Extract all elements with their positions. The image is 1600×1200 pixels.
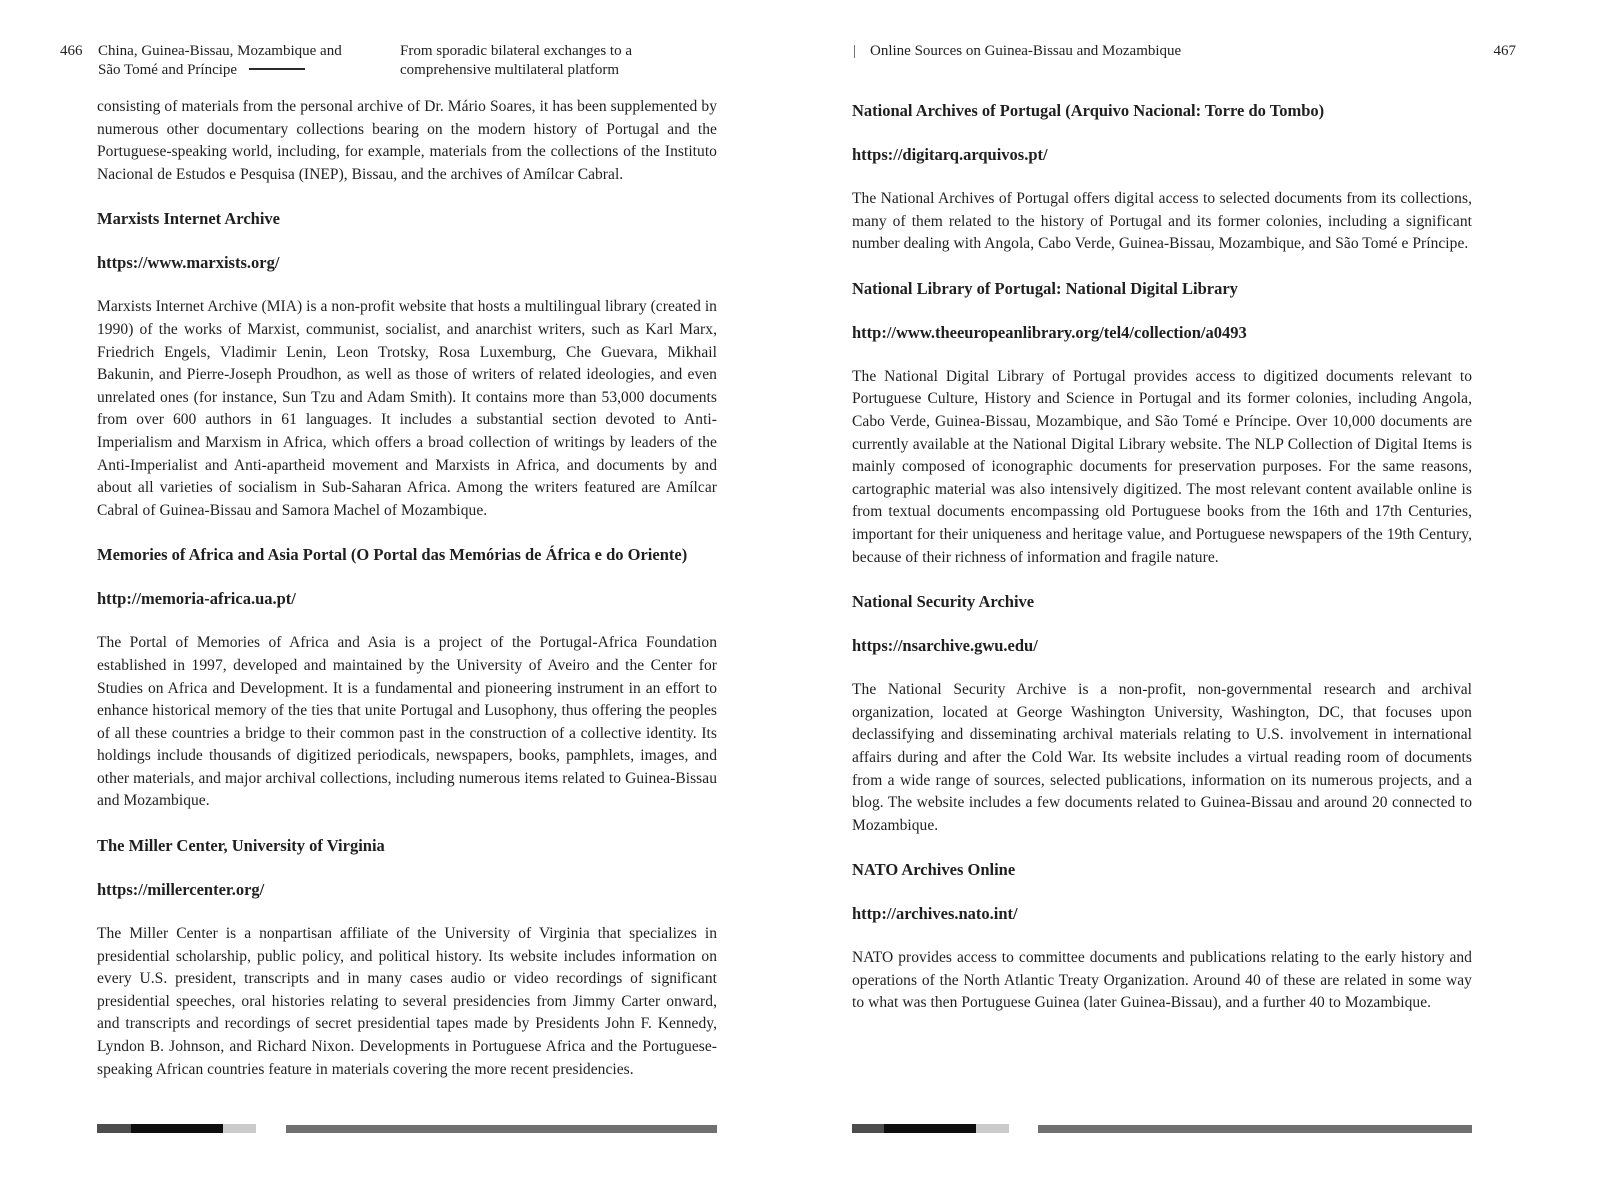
left-running-title-line2-row [98, 61, 342, 80]
section-url-national-library: http://www.theeuropeanlibrary.org/tel4/collection/a0493 [852, 322, 1247, 342]
section-heading-national-security-archive: National Security Archive [852, 592, 1035, 612]
right-footer-bars [852, 1124, 1472, 1133]
section-url-nato-archives: http://archives.nato.int/ [852, 904, 1018, 924]
right-footer-bar-short [852, 1124, 1009, 1133]
section-url-miller-center: https://millercenter.org/ [97, 880, 265, 900]
section-url-marxists: https://www.marxists.org/ [97, 253, 280, 273]
section-url-national-archives: https://digitarq.arquivos.pt/ [852, 145, 1048, 164]
running-title-separator: | [853, 43, 857, 59]
footer-bar-segment-dark [852, 1124, 884, 1133]
left-page-number: 466 [60, 43, 83, 59]
section-heading-memories: Memories of Africa and Asia Portal (O Portal das Memórias de África e do Oriente) [97, 545, 688, 565]
paragraph-marxists: Marxists Internet Archive (MIA) is a non-profit website that hosts a multilingual library (created in 1990) of the works of Marxist, communist, socialist, and anarchist writers, such as Karl Marx, Friedrich Engels, Vladimir Lenin, Leon Trotsky, Rosa Luxemburg, Che Guevara, Mikhail Bakunin, and Pierre-Joseph Proudhon, as well as those of writers of related ideologies, and even unrelated ones (for instance, Sun Tzu and Adam Smith). It contains more than 53,000 documents from over 600 authors in 61 languages. It includes a substantial section devoted to Anti-Imperialism and Marxism in Africa, which offers a broad collection of writings by leaders of the Anti-Imperialist and Anti-apartheid movement and Marxists in Africa, and documents by and about all varieties of socialism in Sub-Saharan Africa. Among the writers featured are Amílcar Cabral of Guinea-Bissau and Samora Machel of Mozambique. [97, 298, 717, 519]
left-running-title-line2: São Tomé and Príncipe [98, 62, 238, 78]
paragraph-nato-archives: NATO provides access to committee documents and publications relating to the early history and operations of the North Atlantic Treaty Organization. Around 40 of these are related in some way to what was then Portuguese Guinea (later Guinea-Bissau), and a further 40 to Mozambique. [852, 949, 1472, 1012]
left-page-content [97, 96, 717, 1103]
left-running-title-line1: China, Guinea-Bissau, Mozambique and [98, 43, 342, 59]
left-footer-bar-long [286, 1125, 717, 1133]
right-page-content [852, 100, 1472, 1037]
chapter-title [400, 42, 632, 80]
paragraph-national-library: The National Digital Library of Portugal provides access to digitized documents relevant to Portuguese Culture, History and Science in Portugal and its former colonies, including Angola, Cabo Verde, Guinea-Bissau, Mozambique, and São Tomé e Príncipe. Over 10,000 documents are currently available at the National Digital Library website. The NLP Collection of Digital Items is mainly composed of iconographic documents for preservation purposes. For the same reasons, cartographic material was also intensively digitized. The most relevant content available online is from textual documents encompassing old Portuguese books from the 16th and 17th Centuries, important for their uniqueness and heritage value, and Portuguese newspapers of the 19th Century, because of their richness of information and fragile nature. [852, 367, 1472, 566]
section-heading-national-archives: National Archives of Portugal (Arquivo Nacional: Torre do Tombo) [852, 101, 1325, 120]
chapter-title-line1: From sporadic bilateral exchanges to a [400, 43, 633, 59]
footer-bar-segment-light [223, 1124, 256, 1133]
section-heading-nato-archives: NATO Archives Online [852, 860, 1016, 880]
footer-bar-segment-dark [97, 1124, 131, 1133]
left-footer-bar-short [97, 1124, 256, 1133]
footer-bar-segment-black [884, 1124, 976, 1133]
paragraph-national-security-archive: The National Security Archive is a non-profit, non-governmental research and archival organization, located at George Washington University, Washington, DC, that focuses upon declassifying and disseminating archival materials relating to U.S. involvement in international affairs during and after the Cold War. Its website includes a virtual reading room of documents from a wide range of sources, selected publications, information on its numerous projects, and a blog. The website includes a few documents related to Guinea-Bissau and around 20 connected to Mozambique. [852, 681, 1472, 834]
section-heading-marxists: Marxists Internet Archive [97, 209, 280, 229]
section-url-national-security-archive: https://nsarchive.gwu.edu/ [852, 636, 1038, 656]
footer-bar-segment-black [131, 1124, 223, 1133]
right-running-title [853, 42, 1181, 61]
page-right [852, 0, 1516, 1200]
paragraph-national-archives: The National Archives of Portugal offers digital access to selected documents from its collections, many of them related to the history of Portugal and its former colonies, including a significant number dealing with Angola, Cabo Verde, Guinea-Bissau, Mozambique, and São Tomé e Príncipe. [852, 190, 1472, 253]
right-footer-bar-long [1038, 1125, 1472, 1133]
section-heading-miller-center: The Miller Center, University of Virginia [97, 836, 385, 856]
header-rule [249, 68, 305, 70]
right-running-title-text: Online Sources on Guinea-Bissau and Mozambique [870, 43, 1182, 59]
footer-bar-segment-light [976, 1124, 1009, 1133]
left-footer-bars [97, 1124, 717, 1133]
left-running-title [98, 42, 342, 80]
right-page-number: 467 [1493, 43, 1516, 59]
paragraph-memories: The Portal of Memories of Africa and Asia is a project of the Portugal-Africa Foundation established in 1997, developed and maintained by the University of Aveiro and the Center for Studies on Africa and Development. It is a fundamental and pioneering instrument in an effort to enhance historical memory of the ties that unite Portugal and Lusophony, thus offering the peoples of all these countries a bridge to their common past in the construction of a collective identity. Its holdings include thousands of digitized periodicals, newspapers, books, pamphlets, images, and other materials, and major archival collections, including numerous items related to Guinea-Bissau and Mozambique. [97, 634, 717, 810]
section-url-memories: http://memoria-africa.ua.pt/ [97, 589, 296, 609]
paragraph-miller-center: The Miller Center is a nonpartisan affiliate of the University of Virginia that specializes in presidential scholarship, public policy, and political history. Its website includes information on every U.S. president, transcripts and in many cases audio or video recordings of significant presidential speeches, oral histories relating to several presidencies from Jimmy Carter onward, and transcripts and recordings of secret presidential tapes made by Presidents John F. Kennedy, Lyndon B. Johnson, and Richard Nixon. Developments in Portuguese Africa and the Portuguese-speaking African countries feature in materials covering the more recent presidencies. [97, 925, 717, 1078]
chapter-title-line2: comprehensive multilateral platform [400, 62, 620, 78]
paragraph-archive-continuation: consisting of materials from the personal archive of Dr. Mário Soares, it has been supplemented by numerous other documentary collections bearing on the modern history of Portugal and the Portuguese-speaking world, including, for example, materials from the collections of the Instituto Nacional de Estudos e Pesquisa (INEP), Bissau, and the archives of Amílcar Cabral. [97, 98, 717, 183]
section-heading-national-library: National Library of Portugal: National Digital Library [852, 278, 1238, 298]
page-left [60, 0, 717, 1200]
